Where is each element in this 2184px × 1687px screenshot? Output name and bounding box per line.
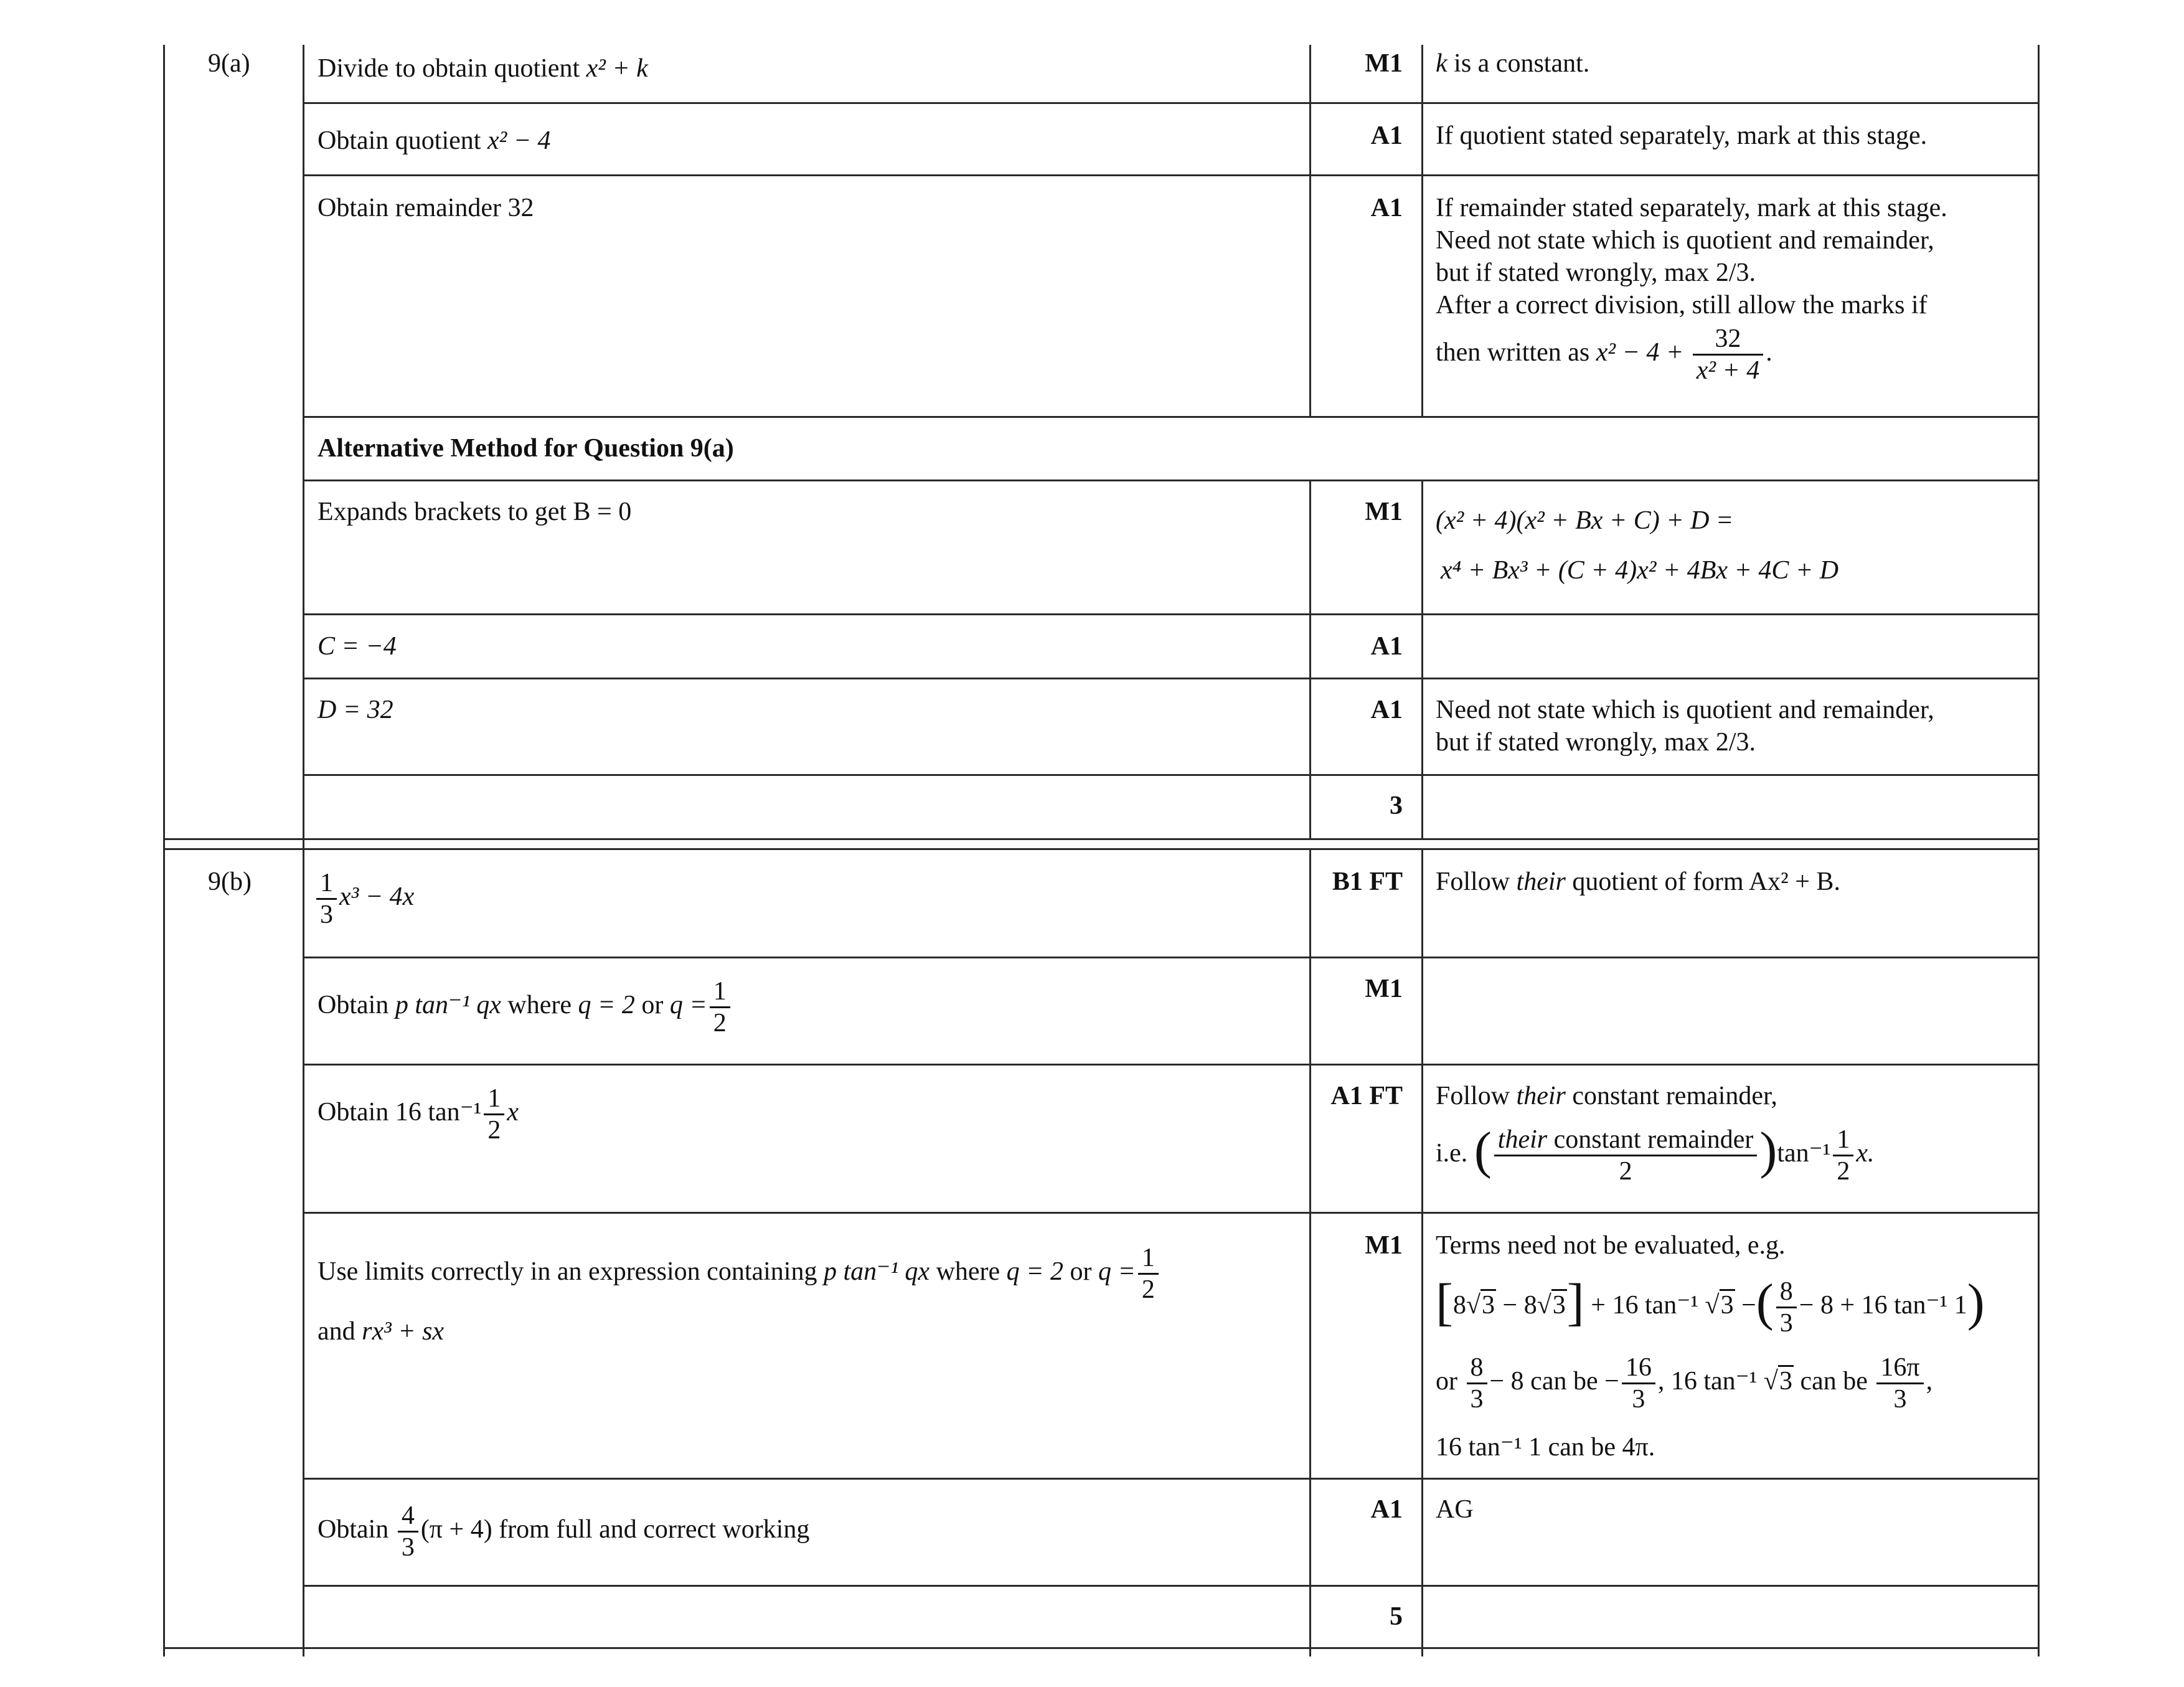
grid-line	[1421, 45, 1423, 417]
guidance-line: If remainder stated separately, mark at this stage.	[1436, 194, 1947, 222]
guidance-line: Need not state which is quotient and remainder,	[1436, 696, 1934, 724]
mark-cell: M1	[1365, 49, 1403, 78]
grid-line	[1309, 45, 1311, 417]
mark-cell: M1	[1365, 498, 1403, 526]
fraction: $\frac{\text{their constant remainder}}{2}$	[1494, 1125, 1758, 1186]
guidance-line: or $\frac{8}{3}$ − 8 can be − $\frac{16}{3}$ , 16 tan⁻¹ √3 can be $\frac{16\pi}{3}$ ,	[1436, 1353, 1933, 1414]
working-text: C = −4	[318, 632, 397, 661]
working-cell: Obtain $\frac{4}{3}$ (π + 4) from full and correct working	[318, 1501, 810, 1562]
mark-cell: A1 FT	[1330, 1082, 1403, 1110]
working-text: Divide to obtain quotient	[318, 54, 580, 83]
mark-cell: M1	[1365, 1231, 1403, 1260]
grid-line	[303, 1064, 2040, 1066]
grid-line	[1421, 848, 1423, 1656]
grid-line	[163, 45, 165, 1656]
mark-cell: B1 FT	[1332, 867, 1403, 896]
mark-cell: A1	[1370, 121, 1403, 150]
guidance-text: AG	[1436, 1495, 1474, 1524]
fraction: $\frac{1}{2}$	[710, 976, 730, 1038]
guidance-line: then written as x² − 4 + $\frac{32}{\text{x² + 4}}$ .	[1436, 324, 1772, 385]
math-variable: k	[1436, 49, 1447, 78]
grid-line	[163, 838, 2040, 840]
grid-line	[303, 774, 2040, 776]
grid-line	[303, 1212, 2040, 1214]
math-expression: x² + k	[586, 54, 648, 83]
fraction: $\frac{1}{2}$	[484, 1084, 504, 1145]
working-cell: Obtain 16 tan⁻¹ $\frac{1}{2}$ x	[318, 1084, 519, 1145]
guidance-line: After a correct division, still allow the marks if	[1436, 291, 1927, 319]
grid-line	[303, 613, 2040, 615]
math-expression: x² − 4 +	[1596, 338, 1684, 367]
mark-cell: A1	[1370, 1495, 1403, 1524]
fraction: $\frac{4}{3}$	[398, 1501, 418, 1562]
fraction: $\frac{8}{3}$	[1776, 1277, 1797, 1338]
guidance-cell	[1436, 47, 1589, 80]
working-text: D = 32	[318, 696, 393, 724]
math-expression: x³ − 4x	[339, 882, 415, 912]
fraction: $\frac{8}{3}$	[1467, 1353, 1487, 1414]
mark-cell: A1	[1370, 194, 1403, 222]
working-cell: Use limits correctly in an expression containing p tan⁻¹ qx where q = 2 or q = $\frac{1}{2}$	[318, 1243, 1161, 1305]
guidance-line: Follow their constant remainder,	[1436, 1082, 1777, 1110]
math-expression: x² − 4	[487, 126, 551, 155]
fraction: $\frac{1}{2}$	[1833, 1125, 1853, 1186]
working-line: and rx³ + sx	[318, 1317, 445, 1346]
guidance-expression: x⁴ + Bx³ + (C + 4)x² + 4Bx + 4C + D	[1441, 556, 1839, 585]
grid-line	[2038, 45, 2040, 1656]
working-cell: Obtain p tan⁻¹ qx where q = 2 or q = $\frac{1}{2}$	[318, 976, 733, 1038]
question-label: 9(a)	[208, 49, 250, 78]
fraction: $\frac{1}{3}$	[316, 868, 337, 930]
mark-cell: A1	[1370, 632, 1403, 661]
working-text: Obtain quotient	[318, 126, 481, 155]
total-marks: 3	[1390, 792, 1403, 820]
guidance-line: but if stated wrongly, max 2/3.	[1436, 728, 1756, 757]
grid-line	[303, 1585, 2040, 1587]
guidance-text: is a constant.	[1454, 49, 1590, 78]
guidance-line: but if stated wrongly, max 2/3.	[1436, 258, 1756, 287]
mark-cell: A1	[1370, 696, 1403, 724]
alternative-method-heading: Alternative Method for Question 9(a)	[318, 434, 734, 463]
working-text: Obtain remainder 32	[318, 194, 534, 222]
guidance-line: 16 tan⁻¹ 1 can be 4π.	[1436, 1433, 1655, 1462]
grid-line	[163, 1647, 2040, 1649]
grid-line	[163, 848, 2040, 850]
mark-cell: M1	[1365, 975, 1403, 1003]
total-marks: 5	[1390, 1602, 1403, 1631]
grid-line	[303, 1478, 2040, 1480]
guidance-line: i.e. ( $\frac{\text{their constant remainder}}{2}$ )tan⁻¹ $\frac{1}{2}$ x.	[1436, 1122, 1875, 1186]
grid-line	[303, 480, 2040, 481]
guidance-text: If quotient stated separately, mark at this stage.	[1436, 121, 1927, 150]
guidance-line: [8√3 − 8√3] + 16 tan⁻¹ √3 −( $\frac{8}{3}$ − 8 + 16 tan⁻¹ 1)	[1436, 1274, 1985, 1338]
working-cell	[318, 125, 551, 157]
guidance-line: Need not state which is quotient and remainder,	[1436, 226, 1934, 255]
fraction: $\frac{16}{3}$	[1622, 1353, 1655, 1414]
working-cell	[314, 868, 414, 930]
fraction: $\frac{16\pi}{3}$	[1876, 1353, 1923, 1414]
grid-line	[303, 416, 2040, 418]
grid-line	[303, 102, 2040, 104]
grid-line	[303, 678, 2040, 679]
grid-line	[1421, 480, 1423, 839]
question-label: 9(b)	[208, 867, 252, 896]
working-cell	[318, 52, 648, 85]
grid-line	[303, 45, 304, 1656]
working-text: Expands brackets to get B = 0	[318, 498, 632, 526]
guidance-cell: Follow their quotient of form Ax² + B.	[1436, 867, 1840, 896]
grid-line	[303, 174, 2040, 176]
grid-line	[303, 957, 2040, 958]
guidance-expression: (x² + 4)(x² + Bx + C) + D =	[1436, 506, 1734, 535]
fraction: $\frac{1}{2}$	[1138, 1243, 1159, 1305]
guidance-line: Terms need not be evaluated, e.g.	[1436, 1231, 1786, 1260]
fraction: $\frac{32}{\text{x² + 4}}$	[1693, 324, 1764, 385]
